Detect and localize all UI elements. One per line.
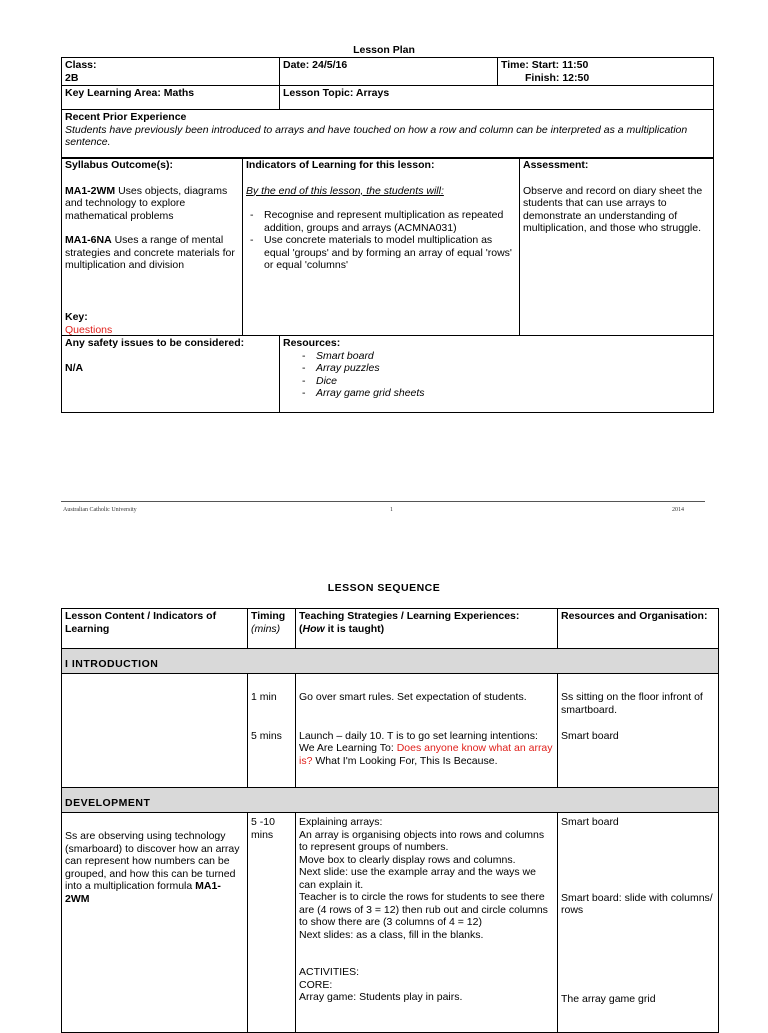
development-section-label: DEVELOPMENT [62,788,719,813]
prior-text: Students have previously been introduced to arrays and have touched on how a row and column can be interpreted as a multiplication sentence. [65,123,688,148]
footer-rule [61,501,705,502]
assessment-text: Observe and record on diary sheet the students that can use arrays to demonstrate an understanding of multiplication, and those who struggle. [523,184,703,234]
indicators-cell [243,158,520,336]
safety-resources-table [61,335,714,413]
header-strategies-how: (How it is taught) [299,622,385,635]
syllabus-cell [62,158,243,336]
dev-strategy-line: Move box to clearly display rows and columns. [299,853,516,866]
intro-strategy-2 [299,730,554,768]
indicators-heading: Indicators of Learning for this lesson: [246,159,435,171]
assessment-heading: Assessment: [523,159,589,171]
resources-cell [280,336,714,413]
resource-item: - Dice [283,375,710,388]
safety-heading: Any safety issues to be considered: [65,337,245,349]
time-start: Time: Start: 11:50 [501,59,589,71]
outcome-1-text: Uses objects, diagrams and technology to explore mathematical problems [65,184,228,222]
header-how-word: How [302,622,325,635]
header-strategies-label: Teaching Strategies / Learning Experiences: [299,610,520,622]
syllabus-heading: Syllabus Outcome(s): [65,159,173,171]
intro-timing-cell [248,674,296,788]
resource-item: - Array puzzles [283,362,710,375]
dev-strategy-line: Explaining arrays: [299,816,383,828]
intro-resource-2: Smart board [561,730,619,742]
time-finish: Finish: 12:50 [525,71,590,84]
dev-strategy-line: Next slides: as a class, fill in the blanks. [299,928,484,941]
core-label: CORE: [299,978,333,991]
dev-resource-2: Smart board: slide with columns/ rows [561,891,713,916]
header-timing [248,609,296,649]
key-value: Questions [65,323,113,336]
intro-content-cell [62,674,248,788]
header-content: Lesson Content / Indicators of Learning [62,609,248,649]
footer-year: 2014 [672,507,684,513]
dev-content-text: Ss are observing using technology (smarboard) to discover how an array can represent how numbers can be grouped, and how this can be turned into a multiplication formula [65,830,240,892]
outcome-1 [65,185,239,223]
resource-item: - Array game grid sheets [283,387,710,400]
dev-resource-1: Smart board [561,816,619,828]
array-game-text: Array game: Students play in pairs. [299,991,463,1003]
prior-heading: Recent Prior Experience [65,111,187,123]
safety-cell [62,336,280,413]
dev-strategy-cell [296,813,558,1033]
outcome-2-code: MA1-6NA [65,234,112,246]
activities-label: ACTIVITIES: [299,966,360,978]
lesson-sequence-table [61,608,719,1033]
dev-content [65,830,244,905]
key-learning-area: Key Learning Area: Maths [62,86,280,110]
prior-experience-cell [62,110,714,159]
intro-timing-2: 5 mins [251,729,282,742]
introduction-section-label: I INTRODUCTION [62,649,719,674]
footer-left: Australian Catholic University [63,507,137,513]
intro-resources-cell [558,674,719,788]
resources-heading: Resources: [283,337,341,349]
time-cell [498,58,714,86]
class-label: Class: [65,59,97,71]
header-resources: Resources and Organisation: [558,609,719,649]
resource-item: - Smart board [283,350,710,363]
indicators-intro: By the end of this lesson, the students will: [246,184,444,197]
dev-content-code: MA1-2WM [65,880,221,905]
key-label: Key: [65,311,88,323]
resources-list [283,350,710,400]
indicator-item: - Use concrete materials to model multiplication as equal 'groups' and by forming an array of equal 'rows' or equal 'columns' [246,234,516,272]
date-cell: Date: 24/5/16 [280,58,498,86]
intro-strategy-1: Go over smart rules. Set expectation of students. [299,691,527,703]
dev-strategy-line: Next slide: use the example array and the ways we can explain it. [299,866,536,891]
dev-strategy-line: Teacher is to circle the rows for students to see there are (4 rows of 3 = 12) then rub out and circle columns to show there are (3 columns of 4 = 12) [299,891,548,928]
outcome-2 [65,234,239,272]
footer-page-number: 1 [390,507,393,513]
header-timing-unit: (mins) [251,622,281,635]
intro-strategy-2a: Launch – daily 10. T is to go set learning intentions: We Are Learning To: [299,729,538,754]
class-cell [62,58,280,86]
header-strategies [296,609,558,649]
intro-question: Does anyone know what an array is? [299,742,553,767]
dev-content-cell [62,813,248,1033]
safety-value: N/A [65,361,84,374]
lesson-plan-title: Lesson Plan [353,44,415,56]
intro-resource-1: Ss sitting on the floor infront of smartboard. [561,691,703,716]
intro-strategy-2b: What I'm Looking For, This Is Because. [312,754,498,767]
lesson-topic: Lesson Topic: Arrays [280,86,714,110]
dev-resources-cell [558,813,719,1033]
dev-timing-cell [248,813,296,1033]
lesson-plan-table [61,57,714,159]
outcome-1-code: MA1-2WM [65,184,116,197]
indicator-item: - Recognise and represent multiplication as repeated addition, groups and arrays (ACMNA031) [246,209,516,234]
header-how-rest: it is taught) [324,622,385,635]
intro-timing-1: 1 min [251,691,277,703]
indicators-list [246,209,516,272]
outcomes-table [61,157,714,336]
outcome-2-text: Uses a range of mental strategies and concrete materials for multiplication and division [65,234,235,271]
dev-strategy-line: An array is organising objects into rows and columns to represent groups of numbers. [299,828,545,853]
header-timing-label: Timing [251,610,286,622]
dev-timing: 5 -10 mins [251,816,275,841]
intro-strategy-cell [296,674,558,788]
dev-resource-3: The array game grid [561,992,656,1005]
assessment-cell [520,158,714,336]
class-value: 2B [65,71,79,84]
lesson-sequence-title: LESSON SEQUENCE [327,582,441,594]
